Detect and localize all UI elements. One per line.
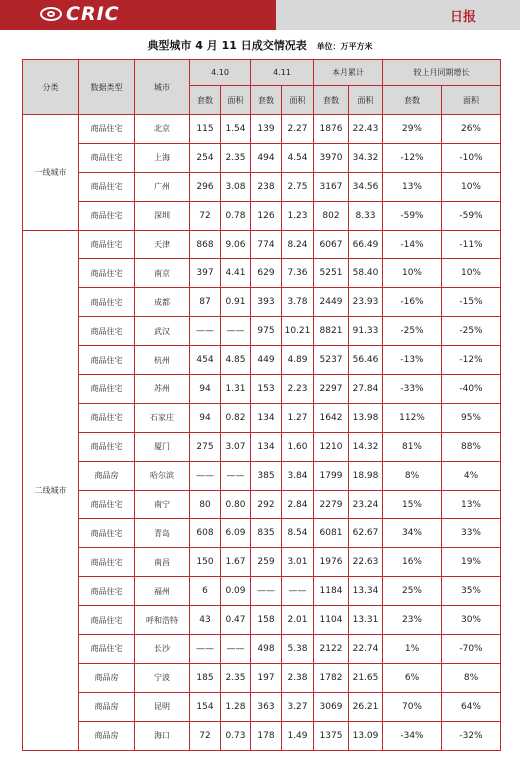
daily-report-label: 日报 (449, 10, 476, 25)
table-row (23, 519, 501, 548)
cell-area-411: 7.36 (282, 259, 314, 288)
header-data-type: 数据类型 (79, 60, 135, 115)
cell-count-410: 87 (190, 288, 221, 317)
cell-count-411: 197 (251, 663, 282, 692)
cell-area-411: —— (282, 577, 314, 606)
cell-city: 南宁 (135, 490, 190, 519)
cell-growth-count: 34% (383, 519, 442, 548)
cell-area-410: 0.78 (221, 201, 251, 230)
cell-city: 青岛 (135, 519, 190, 548)
cell-month-count: 6081 (314, 519, 349, 548)
cell-city: 福州 (135, 577, 190, 606)
cell-city: 深圳 (135, 201, 190, 230)
cell-data-type: 商品住宅 (79, 317, 135, 346)
header-count: 套数 (314, 86, 349, 115)
cell-month-area: 34.56 (349, 172, 383, 201)
cell-count-411: 153 (251, 375, 282, 404)
cell-month-count: 2279 (314, 490, 349, 519)
cell-growth-count: 70% (383, 692, 442, 721)
cell-area-411: 5.38 (282, 635, 314, 664)
cell-area-410: 1.67 (221, 548, 251, 577)
cell-data-type: 商品住宅 (79, 201, 135, 230)
cell-month-count: 1210 (314, 432, 349, 461)
header-month-total: 本月累计 (314, 60, 383, 86)
cell-count-410: 397 (190, 259, 221, 288)
cell-area-410: 0.47 (221, 606, 251, 635)
group-tier2: 二线城市 (23, 230, 79, 750)
table-row (23, 432, 501, 461)
cell-count-410: 94 (190, 375, 221, 404)
cell-data-type: 商品住宅 (79, 230, 135, 259)
cell-growth-area: 88% (442, 432, 501, 461)
cell-growth-count: 10% (383, 259, 442, 288)
cell-count-411: 158 (251, 606, 282, 635)
cell-growth-area: 26% (442, 115, 501, 144)
cell-data-type: 商品住宅 (79, 403, 135, 432)
cell-area-411: 2.01 (282, 606, 314, 635)
cell-growth-area: 35% (442, 577, 501, 606)
cell-count-410: 185 (190, 663, 221, 692)
cell-area-410: 4.85 (221, 346, 251, 375)
header-date-410: 4.10 (190, 60, 251, 86)
cell-data-type: 商品住宅 (79, 577, 135, 606)
cell-count-410: —— (190, 317, 221, 346)
cell-month-count: 1976 (314, 548, 349, 577)
cell-area-410: —— (221, 461, 251, 490)
cell-area-410: 3.08 (221, 172, 251, 201)
cell-month-area: 26.21 (349, 692, 383, 721)
cell-month-area: 13.31 (349, 606, 383, 635)
cell-growth-area: -59% (442, 201, 501, 230)
cell-area-411: 1.27 (282, 403, 314, 432)
cell-growth-count: 112% (383, 403, 442, 432)
cell-data-type: 商品住宅 (79, 115, 135, 144)
cell-data-type: 商品房 (79, 721, 135, 750)
cell-month-count: 1782 (314, 663, 349, 692)
cell-area-410: 0.82 (221, 403, 251, 432)
cell-month-area: 91.33 (349, 317, 383, 346)
cell-city: 南京 (135, 259, 190, 288)
cell-count-411: 629 (251, 259, 282, 288)
cell-growth-count: 81% (383, 432, 442, 461)
cell-month-area: 22.74 (349, 635, 383, 664)
cell-count-411: 134 (251, 432, 282, 461)
cell-growth-count: 6% (383, 663, 442, 692)
cell-area-411: 2.38 (282, 663, 314, 692)
table-row (23, 259, 501, 288)
header-area: 面积 (221, 86, 251, 115)
cell-growth-count: 16% (383, 548, 442, 577)
header-city: 城市 (135, 60, 190, 115)
eye-logo-icon (40, 7, 62, 21)
table-row (23, 346, 501, 375)
cell-city: 上海 (135, 143, 190, 172)
cell-area-410: 0.73 (221, 721, 251, 750)
cell-city: 天津 (135, 230, 190, 259)
table-body (23, 115, 501, 751)
table-row (23, 548, 501, 577)
cell-month-area: 34.32 (349, 143, 383, 172)
cell-growth-area: 19% (442, 548, 501, 577)
table-row (23, 577, 501, 606)
cell-area-411: 2.23 (282, 375, 314, 404)
cell-count-410: 72 (190, 201, 221, 230)
brand-logo (0, 0, 276, 30)
cell-month-area: 22.43 (349, 115, 383, 144)
cell-area-410: 1.31 (221, 375, 251, 404)
cell-area-411: 3.27 (282, 692, 314, 721)
cell-area-410: 4.41 (221, 259, 251, 288)
cell-month-area: 62.67 (349, 519, 383, 548)
cell-growth-area: 64% (442, 692, 501, 721)
cell-count-410: 454 (190, 346, 221, 375)
header-date-411: 4.11 (251, 60, 314, 86)
cell-count-411: 139 (251, 115, 282, 144)
cell-city: 昆明 (135, 692, 190, 721)
cell-count-411: 363 (251, 692, 282, 721)
cell-growth-count: -14% (383, 230, 442, 259)
cell-city: 成都 (135, 288, 190, 317)
cell-count-411: 494 (251, 143, 282, 172)
header-area: 面积 (442, 86, 501, 115)
cell-area-410: 9.06 (221, 230, 251, 259)
cell-growth-count: 23% (383, 606, 442, 635)
cell-month-area: 22.63 (349, 548, 383, 577)
cell-area-411: 2.75 (282, 172, 314, 201)
cell-month-count: 2122 (314, 635, 349, 664)
cell-count-410: 72 (190, 721, 221, 750)
cell-growth-area: 10% (442, 259, 501, 288)
cell-month-area: 23.24 (349, 490, 383, 519)
table-row (23, 606, 501, 635)
cell-growth-area: -32% (442, 721, 501, 750)
cell-area-411: 1.49 (282, 721, 314, 750)
cell-month-count: 1876 (314, 115, 349, 144)
cell-city: 南昌 (135, 548, 190, 577)
cell-month-count: 2449 (314, 288, 349, 317)
transaction-table (22, 59, 501, 751)
cell-growth-count: 8% (383, 461, 442, 490)
cell-growth-area: -15% (442, 288, 501, 317)
cell-month-area: 14.32 (349, 432, 383, 461)
cell-city: 厦门 (135, 432, 190, 461)
cell-data-type: 商品住宅 (79, 172, 135, 201)
table-row (23, 317, 501, 346)
cell-count-410: 275 (190, 432, 221, 461)
cell-count-411: 238 (251, 172, 282, 201)
cell-growth-count: -12% (383, 143, 442, 172)
cell-growth-count: -59% (383, 201, 442, 230)
cell-growth-area: 10% (442, 172, 501, 201)
cell-count-411: 292 (251, 490, 282, 519)
table-row (23, 461, 501, 490)
cell-area-411: 4.89 (282, 346, 314, 375)
cell-month-area: 66.49 (349, 230, 383, 259)
cell-data-type: 商品房 (79, 692, 135, 721)
cell-area-410: —— (221, 317, 251, 346)
cell-area-410: —— (221, 635, 251, 664)
cell-growth-area: -11% (442, 230, 501, 259)
cell-area-411: 1.60 (282, 432, 314, 461)
cell-area-411: 2.84 (282, 490, 314, 519)
title-unit: 单位：万平方米 (316, 42, 373, 51)
cell-month-count: 5237 (314, 346, 349, 375)
cell-area-411: 1.23 (282, 201, 314, 230)
cell-month-count: 3069 (314, 692, 349, 721)
cell-area-411: 4.54 (282, 143, 314, 172)
cell-month-area: 56.46 (349, 346, 383, 375)
cell-data-type: 商品住宅 (79, 143, 135, 172)
cell-area-410: 0.09 (221, 577, 251, 606)
cell-growth-area: -10% (442, 143, 501, 172)
cell-month-count: 1184 (314, 577, 349, 606)
cell-city: 长沙 (135, 635, 190, 664)
cell-growth-count: 1% (383, 635, 442, 664)
cell-growth-area: 95% (442, 403, 501, 432)
cell-growth-area: 13% (442, 490, 501, 519)
table-row (23, 375, 501, 404)
group-tier1: 一线城市 (23, 115, 79, 231)
header-area: 面积 (349, 86, 383, 115)
cell-growth-count: 25% (383, 577, 442, 606)
cell-month-area: 58.40 (349, 259, 383, 288)
logo-text: CRIC (66, 3, 120, 25)
cell-growth-count: 15% (383, 490, 442, 519)
cell-count-410: 115 (190, 115, 221, 144)
cell-data-type: 商品住宅 (79, 519, 135, 548)
cell-area-411: 8.24 (282, 230, 314, 259)
table-row (23, 115, 501, 144)
cell-area-410: 0.80 (221, 490, 251, 519)
cell-growth-area: -12% (442, 346, 501, 375)
cell-area-410: 1.54 (221, 115, 251, 144)
cell-growth-count: 29% (383, 115, 442, 144)
cell-area-410: 1.28 (221, 692, 251, 721)
cell-area-410: 6.09 (221, 519, 251, 548)
cell-month-count: 1642 (314, 403, 349, 432)
cell-count-411: —— (251, 577, 282, 606)
cell-month-count: 1375 (314, 721, 349, 750)
cell-month-area: 27.84 (349, 375, 383, 404)
cell-count-410: 254 (190, 143, 221, 172)
cell-data-type: 商品住宅 (79, 635, 135, 664)
cell-count-411: 259 (251, 548, 282, 577)
table-row (23, 403, 501, 432)
cell-data-type: 商品住宅 (79, 490, 135, 519)
cell-growth-count: -33% (383, 375, 442, 404)
cell-count-411: 449 (251, 346, 282, 375)
cell-area-410: 2.35 (221, 143, 251, 172)
cell-count-410: 868 (190, 230, 221, 259)
table-title (0, 37, 520, 53)
cell-growth-count: -13% (383, 346, 442, 375)
cell-month-count: 5251 (314, 259, 349, 288)
cell-city: 石家庄 (135, 403, 190, 432)
cell-month-area: 13.09 (349, 721, 383, 750)
cell-data-type: 商品住宅 (79, 432, 135, 461)
cell-growth-area: 30% (442, 606, 501, 635)
table-row (23, 288, 501, 317)
cell-city: 宁波 (135, 663, 190, 692)
cell-city: 海口 (135, 721, 190, 750)
cell-growth-area: 33% (442, 519, 501, 548)
table-row (23, 692, 501, 721)
cell-count-411: 393 (251, 288, 282, 317)
cell-count-411: 975 (251, 317, 282, 346)
cell-count-411: 385 (251, 461, 282, 490)
cell-month-count: 802 (314, 201, 349, 230)
cell-count-410: 80 (190, 490, 221, 519)
cell-area-410: 3.07 (221, 432, 251, 461)
header-bar (0, 0, 520, 30)
cell-count-410: 154 (190, 692, 221, 721)
cell-month-count: 6067 (314, 230, 349, 259)
cell-count-410: 296 (190, 172, 221, 201)
cell-count-411: 498 (251, 635, 282, 664)
cell-data-type: 商品房 (79, 663, 135, 692)
header-count: 套数 (251, 86, 282, 115)
cell-month-count: 3167 (314, 172, 349, 201)
cell-data-type: 商品住宅 (79, 288, 135, 317)
table-row (23, 230, 501, 259)
table-row (23, 172, 501, 201)
title-main: 典型城市 4 月 11 日成交情况表 (147, 39, 307, 52)
cell-city: 武汉 (135, 317, 190, 346)
cell-count-411: 178 (251, 721, 282, 750)
cell-month-count: 1799 (314, 461, 349, 490)
cell-area-411: 8.54 (282, 519, 314, 548)
table-row (23, 143, 501, 172)
cell-month-area: 23.93 (349, 288, 383, 317)
cell-count-410: —— (190, 461, 221, 490)
cell-city: 哈尔滨 (135, 461, 190, 490)
cell-count-410: 43 (190, 606, 221, 635)
cell-month-count: 8821 (314, 317, 349, 346)
cell-count-410: 6 (190, 577, 221, 606)
cell-growth-count: 13% (383, 172, 442, 201)
cell-count-411: 126 (251, 201, 282, 230)
cell-count-411: 134 (251, 403, 282, 432)
cell-city: 苏州 (135, 375, 190, 404)
header-count: 套数 (383, 86, 442, 115)
cell-growth-area: 8% (442, 663, 501, 692)
header-area: 面积 (282, 86, 314, 115)
cell-month-area: 18.98 (349, 461, 383, 490)
cell-area-411: 3.01 (282, 548, 314, 577)
cell-area-411: 2.27 (282, 115, 314, 144)
cell-count-411: 835 (251, 519, 282, 548)
table-row (23, 635, 501, 664)
cell-month-area: 21.65 (349, 663, 383, 692)
table-row (23, 663, 501, 692)
cell-growth-count: -34% (383, 721, 442, 750)
cell-month-count: 2297 (314, 375, 349, 404)
header-category: 分类 (23, 60, 79, 115)
cell-growth-count: -16% (383, 288, 442, 317)
cell-city: 杭州 (135, 346, 190, 375)
cell-month-area: 13.34 (349, 577, 383, 606)
cell-area-410: 2.35 (221, 663, 251, 692)
cell-growth-area: -70% (442, 635, 501, 664)
cell-month-count: 1104 (314, 606, 349, 635)
cell-area-411: 3.84 (282, 461, 314, 490)
table-row (23, 490, 501, 519)
table-row (23, 201, 501, 230)
cell-data-type: 商品住宅 (79, 606, 135, 635)
header-count: 套数 (190, 86, 221, 115)
cell-data-type: 商品住宅 (79, 259, 135, 288)
cell-count-410: 94 (190, 403, 221, 432)
cell-data-type: 商品住宅 (79, 548, 135, 577)
cell-data-type: 商品住宅 (79, 375, 135, 404)
cell-city: 呼和浩特 (135, 606, 190, 635)
cell-area-411: 10.21 (282, 317, 314, 346)
cell-count-410: 150 (190, 548, 221, 577)
cell-growth-area: -40% (442, 375, 501, 404)
cell-data-type: 商品住宅 (79, 346, 135, 375)
cell-growth-count: -25% (383, 317, 442, 346)
cell-count-410: 608 (190, 519, 221, 548)
cell-month-area: 13.98 (349, 403, 383, 432)
cell-count-411: 774 (251, 230, 282, 259)
cell-area-410: 0.91 (221, 288, 251, 317)
cell-city: 北京 (135, 115, 190, 144)
cell-growth-area: -25% (442, 317, 501, 346)
cell-growth-area: 4% (442, 461, 501, 490)
cell-city: 广州 (135, 172, 190, 201)
table-row (23, 721, 501, 750)
header-growth: 较上月同期增长 (383, 60, 501, 86)
cell-data-type: 商品房 (79, 461, 135, 490)
cell-area-411: 3.78 (282, 288, 314, 317)
cell-count-410: —— (190, 635, 221, 664)
cell-month-count: 3970 (314, 143, 349, 172)
cell-month-area: 8.33 (349, 201, 383, 230)
